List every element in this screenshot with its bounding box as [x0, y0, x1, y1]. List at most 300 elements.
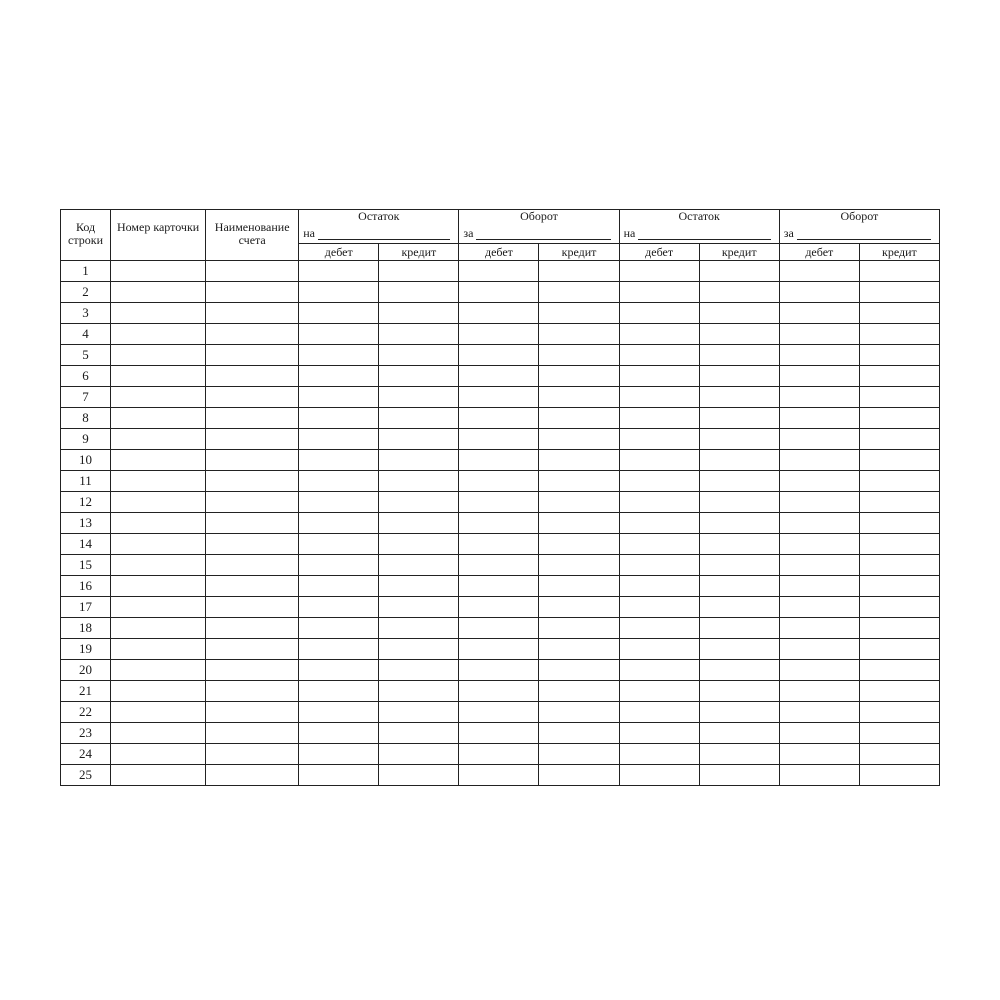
blank-cell	[619, 744, 699, 765]
blank-cell	[779, 261, 859, 282]
blank-cell	[206, 366, 299, 387]
blank-cell	[299, 429, 379, 450]
blank-cell	[379, 513, 459, 534]
table-row	[61, 534, 940, 555]
blank-cell	[699, 324, 779, 345]
blank-cell	[779, 681, 859, 702]
table-row	[61, 513, 940, 534]
blank-cell	[619, 303, 699, 324]
blank-cell	[859, 618, 939, 639]
blank-cell	[539, 261, 619, 282]
blank-cell	[859, 303, 939, 324]
blank-cell	[699, 471, 779, 492]
blank-cell	[111, 387, 206, 408]
blank-cell	[299, 765, 379, 786]
table-row	[61, 660, 940, 681]
blank-cell	[619, 555, 699, 576]
blank-cell	[539, 408, 619, 429]
blank-cell	[111, 429, 206, 450]
row-code: 5	[61, 345, 111, 366]
blank-cell	[779, 282, 859, 303]
table-row	[61, 576, 940, 597]
blank-cell	[459, 723, 539, 744]
date-line	[303, 227, 454, 240]
blank-cell	[699, 366, 779, 387]
blank-cell	[379, 555, 459, 576]
table-row	[61, 303, 940, 324]
table-row	[61, 618, 940, 639]
table-row	[61, 345, 940, 366]
blank-cell	[539, 597, 619, 618]
blank-cell	[539, 513, 619, 534]
blank-cell	[779, 744, 859, 765]
blank-cell	[459, 324, 539, 345]
date-line	[624, 227, 775, 240]
row-code: 19	[61, 639, 111, 660]
table-row	[61, 387, 940, 408]
blank-cell	[859, 429, 939, 450]
blank-cell	[379, 597, 459, 618]
blank-cell	[206, 639, 299, 660]
blank-cell	[111, 639, 206, 660]
blank-cell	[299, 408, 379, 429]
blank-cell	[459, 639, 539, 660]
blank-cell	[299, 324, 379, 345]
row-code: 11	[61, 471, 111, 492]
date-prefix: за	[783, 226, 794, 240]
blank-cell	[206, 576, 299, 597]
table-row	[61, 282, 940, 303]
row-code: 4	[61, 324, 111, 345]
blank-cell	[859, 450, 939, 471]
ledger-table	[60, 209, 940, 786]
blank-cell	[299, 366, 379, 387]
date-prefix: на	[303, 226, 315, 240]
blank-cell	[619, 681, 699, 702]
blank-cell	[206, 513, 299, 534]
header-credit: кредит	[699, 244, 779, 261]
blank-cell	[379, 660, 459, 681]
header-debit: дебет	[619, 244, 699, 261]
blank-cell	[619, 723, 699, 744]
blank-cell	[619, 618, 699, 639]
blank-cell	[379, 303, 459, 324]
blank-cell	[619, 471, 699, 492]
blank-cell	[299, 345, 379, 366]
blank-cell	[539, 471, 619, 492]
blank-cell	[206, 261, 299, 282]
blank-cell	[459, 681, 539, 702]
row-code: 1	[61, 261, 111, 282]
blank-cell	[779, 555, 859, 576]
blank-cell	[379, 702, 459, 723]
date-blank	[318, 228, 450, 240]
blank-cell	[206, 744, 299, 765]
blank-cell	[779, 366, 859, 387]
blank-cell	[779, 345, 859, 366]
blank-cell	[379, 429, 459, 450]
blank-cell	[699, 387, 779, 408]
blank-cell	[206, 618, 299, 639]
blank-cell	[459, 597, 539, 618]
blank-cell	[699, 555, 779, 576]
date-line	[784, 227, 935, 240]
blank-cell	[111, 261, 206, 282]
blank-cell	[859, 492, 939, 513]
blank-cell	[619, 576, 699, 597]
blank-cell	[379, 345, 459, 366]
blank-cell	[379, 576, 459, 597]
table-row	[61, 429, 940, 450]
blank-cell	[299, 492, 379, 513]
table-row	[61, 723, 940, 744]
blank-cell	[299, 450, 379, 471]
blank-cell	[459, 618, 539, 639]
blank-cell	[539, 660, 619, 681]
row-code: 8	[61, 408, 111, 429]
blank-cell	[379, 261, 459, 282]
blank-cell	[859, 282, 939, 303]
table-row	[61, 408, 940, 429]
table-row	[61, 681, 940, 702]
blank-cell	[859, 744, 939, 765]
blank-cell	[619, 639, 699, 660]
row-code: 3	[61, 303, 111, 324]
blank-cell	[459, 450, 539, 471]
blank-cell	[619, 282, 699, 303]
blank-cell	[779, 660, 859, 681]
blank-cell	[111, 408, 206, 429]
blank-cell	[619, 408, 699, 429]
blank-cell	[779, 387, 859, 408]
blank-cell	[619, 450, 699, 471]
blank-cell	[699, 513, 779, 534]
blank-cell	[859, 345, 939, 366]
date-prefix: на	[623, 226, 636, 240]
blank-cell	[619, 387, 699, 408]
blank-cell	[299, 639, 379, 660]
table-row	[61, 366, 940, 387]
table-row	[61, 765, 940, 786]
row-code: 18	[61, 618, 111, 639]
blank-cell	[299, 576, 379, 597]
blank-cell	[299, 303, 379, 324]
header-credit: кредит	[379, 244, 459, 261]
blank-cell	[206, 282, 299, 303]
blank-cell	[539, 387, 619, 408]
blank-cell	[459, 408, 539, 429]
blank-cell	[699, 660, 779, 681]
table-row	[61, 261, 940, 282]
blank-cell	[619, 597, 699, 618]
blank-cell	[206, 324, 299, 345]
blank-cell	[539, 366, 619, 387]
blank-cell	[859, 702, 939, 723]
blank-cell	[699, 702, 779, 723]
blank-cell	[619, 324, 699, 345]
blank-cell	[539, 324, 619, 345]
blank-cell	[619, 534, 699, 555]
row-code: 25	[61, 765, 111, 786]
date-blank	[797, 228, 931, 240]
row-code: 9	[61, 429, 111, 450]
blank-cell	[299, 387, 379, 408]
blank-cell	[699, 282, 779, 303]
blank-cell	[459, 555, 539, 576]
ledger-body	[61, 261, 940, 786]
blank-cell	[299, 282, 379, 303]
blank-cell	[459, 534, 539, 555]
blank-cell	[779, 408, 859, 429]
blank-cell	[459, 492, 539, 513]
blank-cell	[111, 723, 206, 744]
blank-cell	[379, 387, 459, 408]
blank-cell	[619, 492, 699, 513]
table-row	[61, 492, 940, 513]
blank-cell	[699, 345, 779, 366]
row-code: 14	[61, 534, 111, 555]
group-title: Оборот	[840, 209, 879, 223]
table-row	[61, 639, 940, 660]
header-credit: кредит	[539, 244, 619, 261]
group-title: Оборот	[520, 209, 558, 223]
blank-cell	[699, 765, 779, 786]
blank-cell	[779, 513, 859, 534]
blank-cell	[111, 744, 206, 765]
row-code: 17	[61, 597, 111, 618]
blank-cell	[779, 324, 859, 345]
blank-cell	[619, 366, 699, 387]
row-code: 10	[61, 450, 111, 471]
blank-cell	[111, 555, 206, 576]
blank-cell	[779, 639, 859, 660]
group-title: Остаток	[358, 209, 400, 223]
blank-cell	[859, 660, 939, 681]
blank-cell	[111, 282, 206, 303]
table-row	[61, 450, 940, 471]
blank-cell	[111, 597, 206, 618]
blank-cell	[699, 618, 779, 639]
blank-cell	[299, 702, 379, 723]
blank-cell	[539, 744, 619, 765]
blank-cell	[859, 513, 939, 534]
blank-cell	[619, 513, 699, 534]
blank-cell	[779, 702, 859, 723]
blank-cell	[459, 513, 539, 534]
blank-cell	[379, 639, 459, 660]
blank-cell	[459, 303, 539, 324]
blank-cell	[379, 282, 459, 303]
row-code: 24	[61, 744, 111, 765]
row-code: 13	[61, 513, 111, 534]
blank-cell	[379, 534, 459, 555]
blank-cell	[379, 618, 459, 639]
blank-cell	[379, 366, 459, 387]
blank-cell	[539, 765, 619, 786]
blank-cell	[206, 660, 299, 681]
blank-cell	[459, 345, 539, 366]
blank-cell	[699, 597, 779, 618]
blank-cell	[539, 492, 619, 513]
blank-cell	[619, 702, 699, 723]
blank-cell	[299, 723, 379, 744]
blank-cell	[299, 471, 379, 492]
header-account-name: Наименование счета	[206, 210, 299, 261]
blank-cell	[111, 366, 206, 387]
blank-cell	[859, 576, 939, 597]
blank-cell	[459, 702, 539, 723]
blank-cell	[206, 387, 299, 408]
date-blank	[476, 228, 610, 240]
header-kod: Код строки	[61, 210, 111, 261]
blank-cell	[859, 639, 939, 660]
blank-cell	[379, 450, 459, 471]
blank-cell	[699, 261, 779, 282]
blank-cell	[459, 387, 539, 408]
blank-cell	[111, 450, 206, 471]
blank-cell	[539, 618, 619, 639]
blank-cell	[859, 681, 939, 702]
blank-cell	[539, 534, 619, 555]
header-debit: дебет	[459, 244, 539, 261]
group-title: Остаток	[678, 209, 720, 223]
blank-cell	[299, 744, 379, 765]
row-code: 20	[61, 660, 111, 681]
blank-cell	[299, 513, 379, 534]
blank-cell	[206, 765, 299, 786]
blank-cell	[779, 534, 859, 555]
blank-cell	[699, 576, 779, 597]
blank-cell	[459, 765, 539, 786]
blank-cell	[206, 345, 299, 366]
blank-cell	[699, 303, 779, 324]
row-code: 16	[61, 576, 111, 597]
blank-cell	[699, 744, 779, 765]
blank-cell	[206, 471, 299, 492]
blank-cell	[699, 723, 779, 744]
blank-cell	[699, 492, 779, 513]
blank-cell	[379, 471, 459, 492]
table-row	[61, 597, 940, 618]
blank-cell	[111, 681, 206, 702]
blank-cell	[619, 429, 699, 450]
header-debit: дебет	[779, 244, 859, 261]
table-row	[61, 555, 940, 576]
blank-cell	[619, 765, 699, 786]
blank-cell	[699, 534, 779, 555]
header-card-number: Номер карточки	[111, 210, 206, 261]
blank-cell	[699, 639, 779, 660]
blank-cell	[206, 303, 299, 324]
blank-cell	[459, 282, 539, 303]
blank-cell	[299, 261, 379, 282]
blank-cell	[459, 660, 539, 681]
table-row	[61, 702, 940, 723]
blank-cell	[111, 660, 206, 681]
blank-cell	[539, 723, 619, 744]
blank-cell	[779, 597, 859, 618]
row-code: 15	[61, 555, 111, 576]
blank-cell	[699, 450, 779, 471]
header-debit: дебет	[299, 244, 379, 261]
blank-cell	[459, 261, 539, 282]
header-credit: кредит	[859, 244, 939, 261]
header-group-balance-start	[299, 210, 459, 244]
blank-cell	[299, 597, 379, 618]
blank-cell	[206, 681, 299, 702]
table-row	[61, 744, 940, 765]
blank-cell	[111, 471, 206, 492]
blank-cell	[459, 576, 539, 597]
table-row	[61, 324, 940, 345]
blank-cell	[699, 681, 779, 702]
blank-cell	[111, 513, 206, 534]
blank-cell	[206, 492, 299, 513]
blank-cell	[459, 744, 539, 765]
blank-cell	[619, 261, 699, 282]
blank-cell	[779, 765, 859, 786]
blank-cell	[859, 387, 939, 408]
blank-cell	[379, 723, 459, 744]
blank-cell	[299, 660, 379, 681]
table-row	[61, 471, 940, 492]
blank-cell	[206, 555, 299, 576]
blank-cell	[859, 408, 939, 429]
blank-cell	[859, 765, 939, 786]
blank-cell	[859, 366, 939, 387]
blank-cell	[779, 450, 859, 471]
blank-cell	[111, 345, 206, 366]
blank-cell	[859, 471, 939, 492]
blank-cell	[539, 429, 619, 450]
blank-cell	[206, 408, 299, 429]
blank-cell	[379, 744, 459, 765]
blank-cell	[206, 450, 299, 471]
blank-cell	[379, 492, 459, 513]
blank-cell	[859, 261, 939, 282]
blank-cell	[299, 534, 379, 555]
blank-cell	[111, 303, 206, 324]
blank-cell	[699, 429, 779, 450]
blank-cell	[539, 639, 619, 660]
blank-cell	[459, 429, 539, 450]
blank-cell	[539, 576, 619, 597]
row-code: 6	[61, 366, 111, 387]
blank-cell	[299, 618, 379, 639]
row-code: 12	[61, 492, 111, 513]
blank-cell	[859, 723, 939, 744]
row-code: 21	[61, 681, 111, 702]
blank-cell	[459, 366, 539, 387]
blank-cell	[779, 303, 859, 324]
blank-cell	[539, 345, 619, 366]
blank-cell	[379, 408, 459, 429]
blank-cell	[859, 597, 939, 618]
blank-cell	[619, 660, 699, 681]
blank-cell	[859, 534, 939, 555]
blank-cell	[111, 702, 206, 723]
header-group-balance-end	[619, 210, 779, 244]
date-blank	[638, 228, 770, 240]
blank-cell	[379, 681, 459, 702]
blank-cell	[779, 492, 859, 513]
blank-cell	[111, 618, 206, 639]
blank-cell	[111, 576, 206, 597]
blank-cell	[539, 450, 619, 471]
blank-cell	[779, 576, 859, 597]
blank-cell	[206, 702, 299, 723]
blank-cell	[779, 471, 859, 492]
